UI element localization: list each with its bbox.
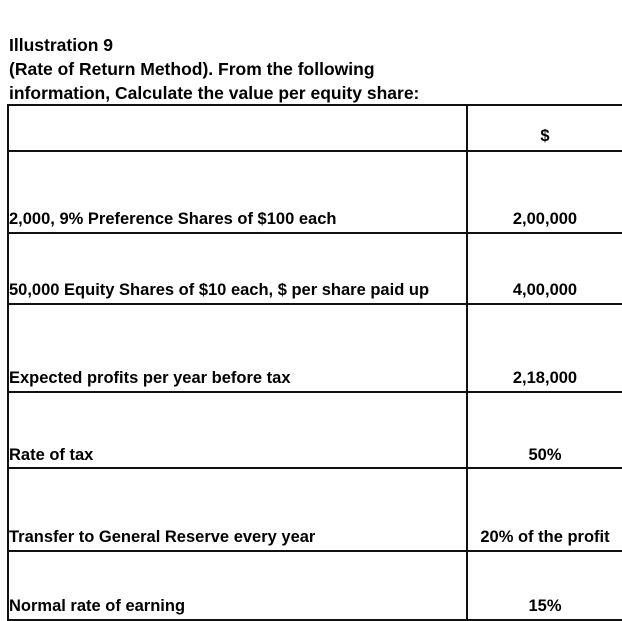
row-label-preference-shares: 2,000, 9% Preference Shares of $100 each [9, 210, 337, 228]
table-top-border [7, 104, 622, 106]
illustration-heading [9, 33, 479, 105]
heading-method: (Rate of Return Method). From the following [9, 59, 375, 79]
row-divider [7, 303, 622, 305]
row-divider [7, 467, 622, 469]
row-divider [7, 391, 622, 393]
row-divider [7, 550, 622, 552]
heading-title: Illustration 9 [9, 35, 114, 55]
currency-header: $ [540, 127, 550, 145]
heading-instruction: information, Calculate the value per equity share: [9, 83, 420, 103]
row-divider [7, 150, 622, 152]
row-label-equity-shares: 50,000 Equity Shares of $10 each, $ per share paid up [9, 281, 430, 299]
row-label-rate-of-tax: Rate of tax [9, 446, 94, 464]
row-label-general-reserve: Transfer to General Reserve every year [9, 528, 316, 546]
row-value-expected-profits: 2,18,000 [512, 369, 578, 387]
row-label-expected-profits: Expected profits per year before tax [9, 369, 291, 387]
row-value-preference-shares: 2,00,000 [512, 210, 578, 228]
row-value-general-reserve: 20% of the profit [480, 528, 610, 546]
row-value-normal-rate: 15% [528, 597, 562, 615]
row-value-equity-shares: 4,00,000 [512, 281, 578, 299]
row-value-rate-of-tax: 50% [528, 446, 562, 464]
row-label-normal-rate: Normal rate of earning [9, 597, 186, 615]
row-divider [7, 232, 622, 234]
